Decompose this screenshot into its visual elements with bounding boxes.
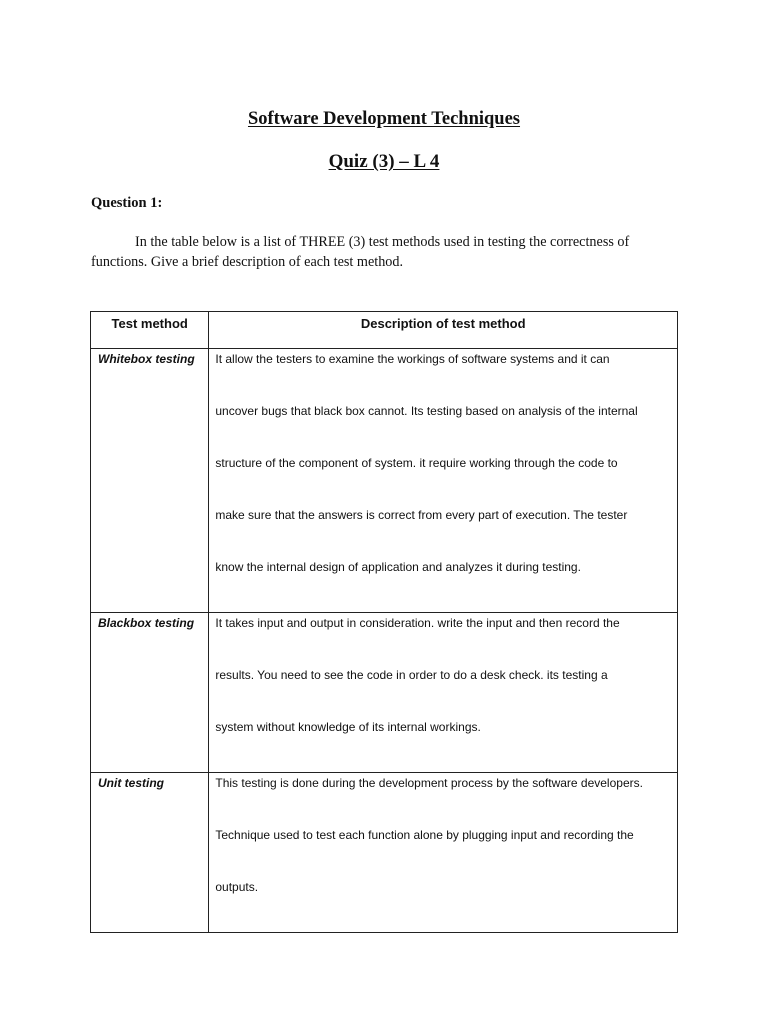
question-label: Question 1: [91,195,163,211]
description-cell [209,613,678,773]
description-line: Technique used to test each function alone by plugging input and recording the [215,828,634,842]
description-line: system without knowledge of its internal workings. [215,720,481,734]
description-cell [209,349,678,613]
document-title: Software Development Techniques [247,109,521,129]
question-intro: In the table below is a list of THREE (3) test methods used in testing the correctness of functions. Give a brief description of each test method. [91,234,630,270]
description-line: outputs. [215,880,259,894]
description-line: make sure that the answers is correct from every part of execution. The tester [215,508,628,522]
method-cell: Whitebox testing [91,349,209,613]
description-line: It takes input and output in consideration. write the input and then record the [215,616,620,630]
method-cell: Blackbox testing [91,613,209,773]
table-row [91,773,678,933]
description-line: This testing is done during the development process by the software developers. [215,776,643,790]
table-row [91,349,678,613]
description-line: It allow the testers to examine the workings of software systems and it can [215,352,610,366]
header-description: Description of test method [209,312,678,349]
quiz-subtitle: Quiz (3) – L 4 [328,151,440,172]
description-line: uncover bugs that black box cannot. Its testing based on analysis of the internal [215,404,638,418]
table-header-row [91,312,678,349]
description-line: know the internal design of application and analyzes it during testing. [215,560,581,574]
test-methods-table [90,311,678,933]
table-row [91,613,678,773]
description-line: results. You need to see the code in order to do a desk check. its testing a [215,668,608,682]
header-test-method: Test method [91,312,209,349]
description-line: structure of the component of system. it require working through the code to [215,456,618,470]
description-cell [209,773,678,933]
method-cell: Unit testing [91,773,209,933]
